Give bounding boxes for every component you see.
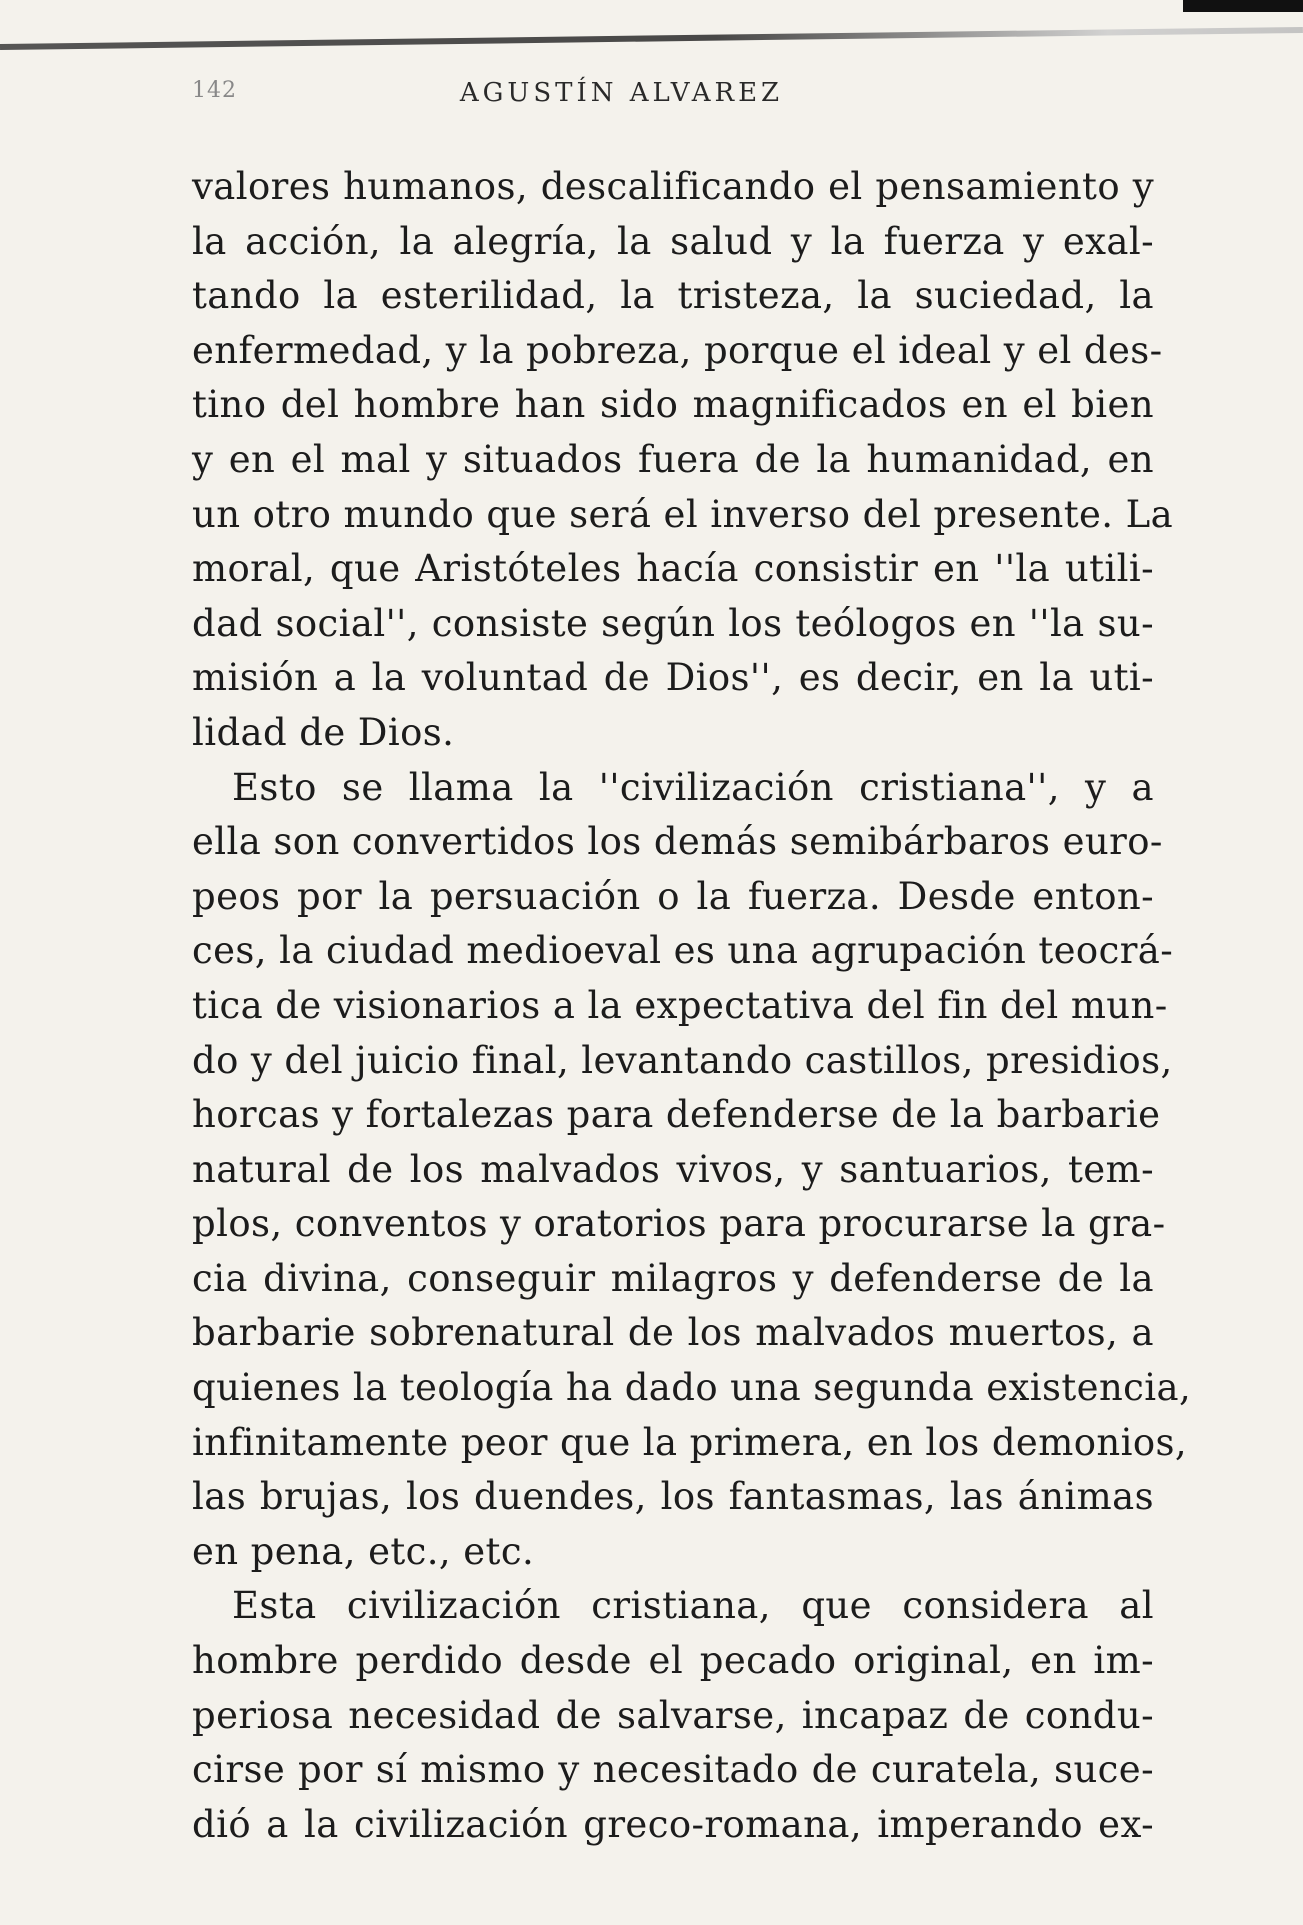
- text-line: peos por la persuación o la fuerza. Desde enton-: [192, 874, 1154, 918]
- text-line: do y del juicio final, levantando castillos, presidios,: [192, 1038, 1173, 1082]
- page-header: [0, 78, 1303, 118]
- text-line: la acción, la alegría, la salud y la fuerza y exal-: [192, 219, 1154, 263]
- text-line: cia divina, conseguir milagros y defenderse de la: [192, 1256, 1154, 1300]
- top-rule: [0, 27, 1303, 50]
- text-line: infinitamente peor que la primera, en los demonios,: [192, 1420, 1188, 1464]
- text-line: valores humanos, descalificando el pensamiento y: [192, 165, 1154, 208]
- text-line: tica de visionarios a la expectativa del fin del mun-: [192, 983, 1168, 1027]
- running-head: AGUSTÍN ALVAREZ: [459, 78, 784, 108]
- text-line: tino del hombre han sido magnificados en el bien: [192, 383, 1154, 427]
- text-line: misión a la voluntad de Dios'', es decir, en la uti-: [192, 656, 1154, 700]
- text-line: lidad de Dios.: [192, 710, 455, 754]
- text-line: plos, conventos y oratorios para procurarse la gra-: [192, 1202, 1166, 1246]
- text-line: enfermedad, y la pobreza, porque el ideal y el des-: [192, 328, 1163, 372]
- text-line: hombre perdido desde el pecado original, en im-: [192, 1639, 1154, 1683]
- text-line: natural de los malvados vivos, y santuarios, tem-: [192, 1147, 1154, 1191]
- text-line: moral, que Aristóteles hacía consistir en ''la utili-: [192, 547, 1154, 591]
- text-line: Esta civilización cristiana, que considera al: [232, 1584, 1154, 1628]
- text-line: tando la esterilidad, la tristeza, la suciedad, la: [192, 274, 1154, 318]
- body-text: [192, 160, 1192, 1852]
- text-line: horcas y fortalezas para defenderse de la barbarie: [192, 1093, 1161, 1137]
- page-number: 142: [192, 78, 237, 103]
- text-line: un otro mundo que será el inverso del presente. La: [192, 492, 1174, 536]
- text-line: en pena, etc., etc.: [192, 1529, 535, 1573]
- text-line: cirse por sí mismo y necesitado de curatela, suce-: [192, 1748, 1154, 1792]
- text-line: Esto se llama la ''civilización cristiana'', y a: [232, 765, 1154, 809]
- text-line: dad social'', consiste según los teólogos en ''la su-: [192, 601, 1154, 645]
- text-line: periosa necesidad de salvarse, incapaz de condu-: [192, 1693, 1154, 1737]
- corner-mark: [1183, 0, 1303, 12]
- text-line: quienes la teología ha dado una segunda existencia,: [192, 1366, 1192, 1410]
- text-line: dió a la civilización greco-romana, imperando ex-: [192, 1802, 1154, 1846]
- text-line: barbarie sobrenatural de los malvados muertos, a: [192, 1311, 1154, 1355]
- text-line: y en el mal y situados fuera de la humanidad, en: [192, 437, 1154, 481]
- text-line: ella son convertidos los demás semibárbaros euro-: [192, 820, 1163, 864]
- text-line: las brujas, los duendes, los fantasmas, las ánimas: [192, 1475, 1154, 1519]
- text-line: ces, la ciudad medioeval es una agrupación teocrá-: [192, 929, 1174, 973]
